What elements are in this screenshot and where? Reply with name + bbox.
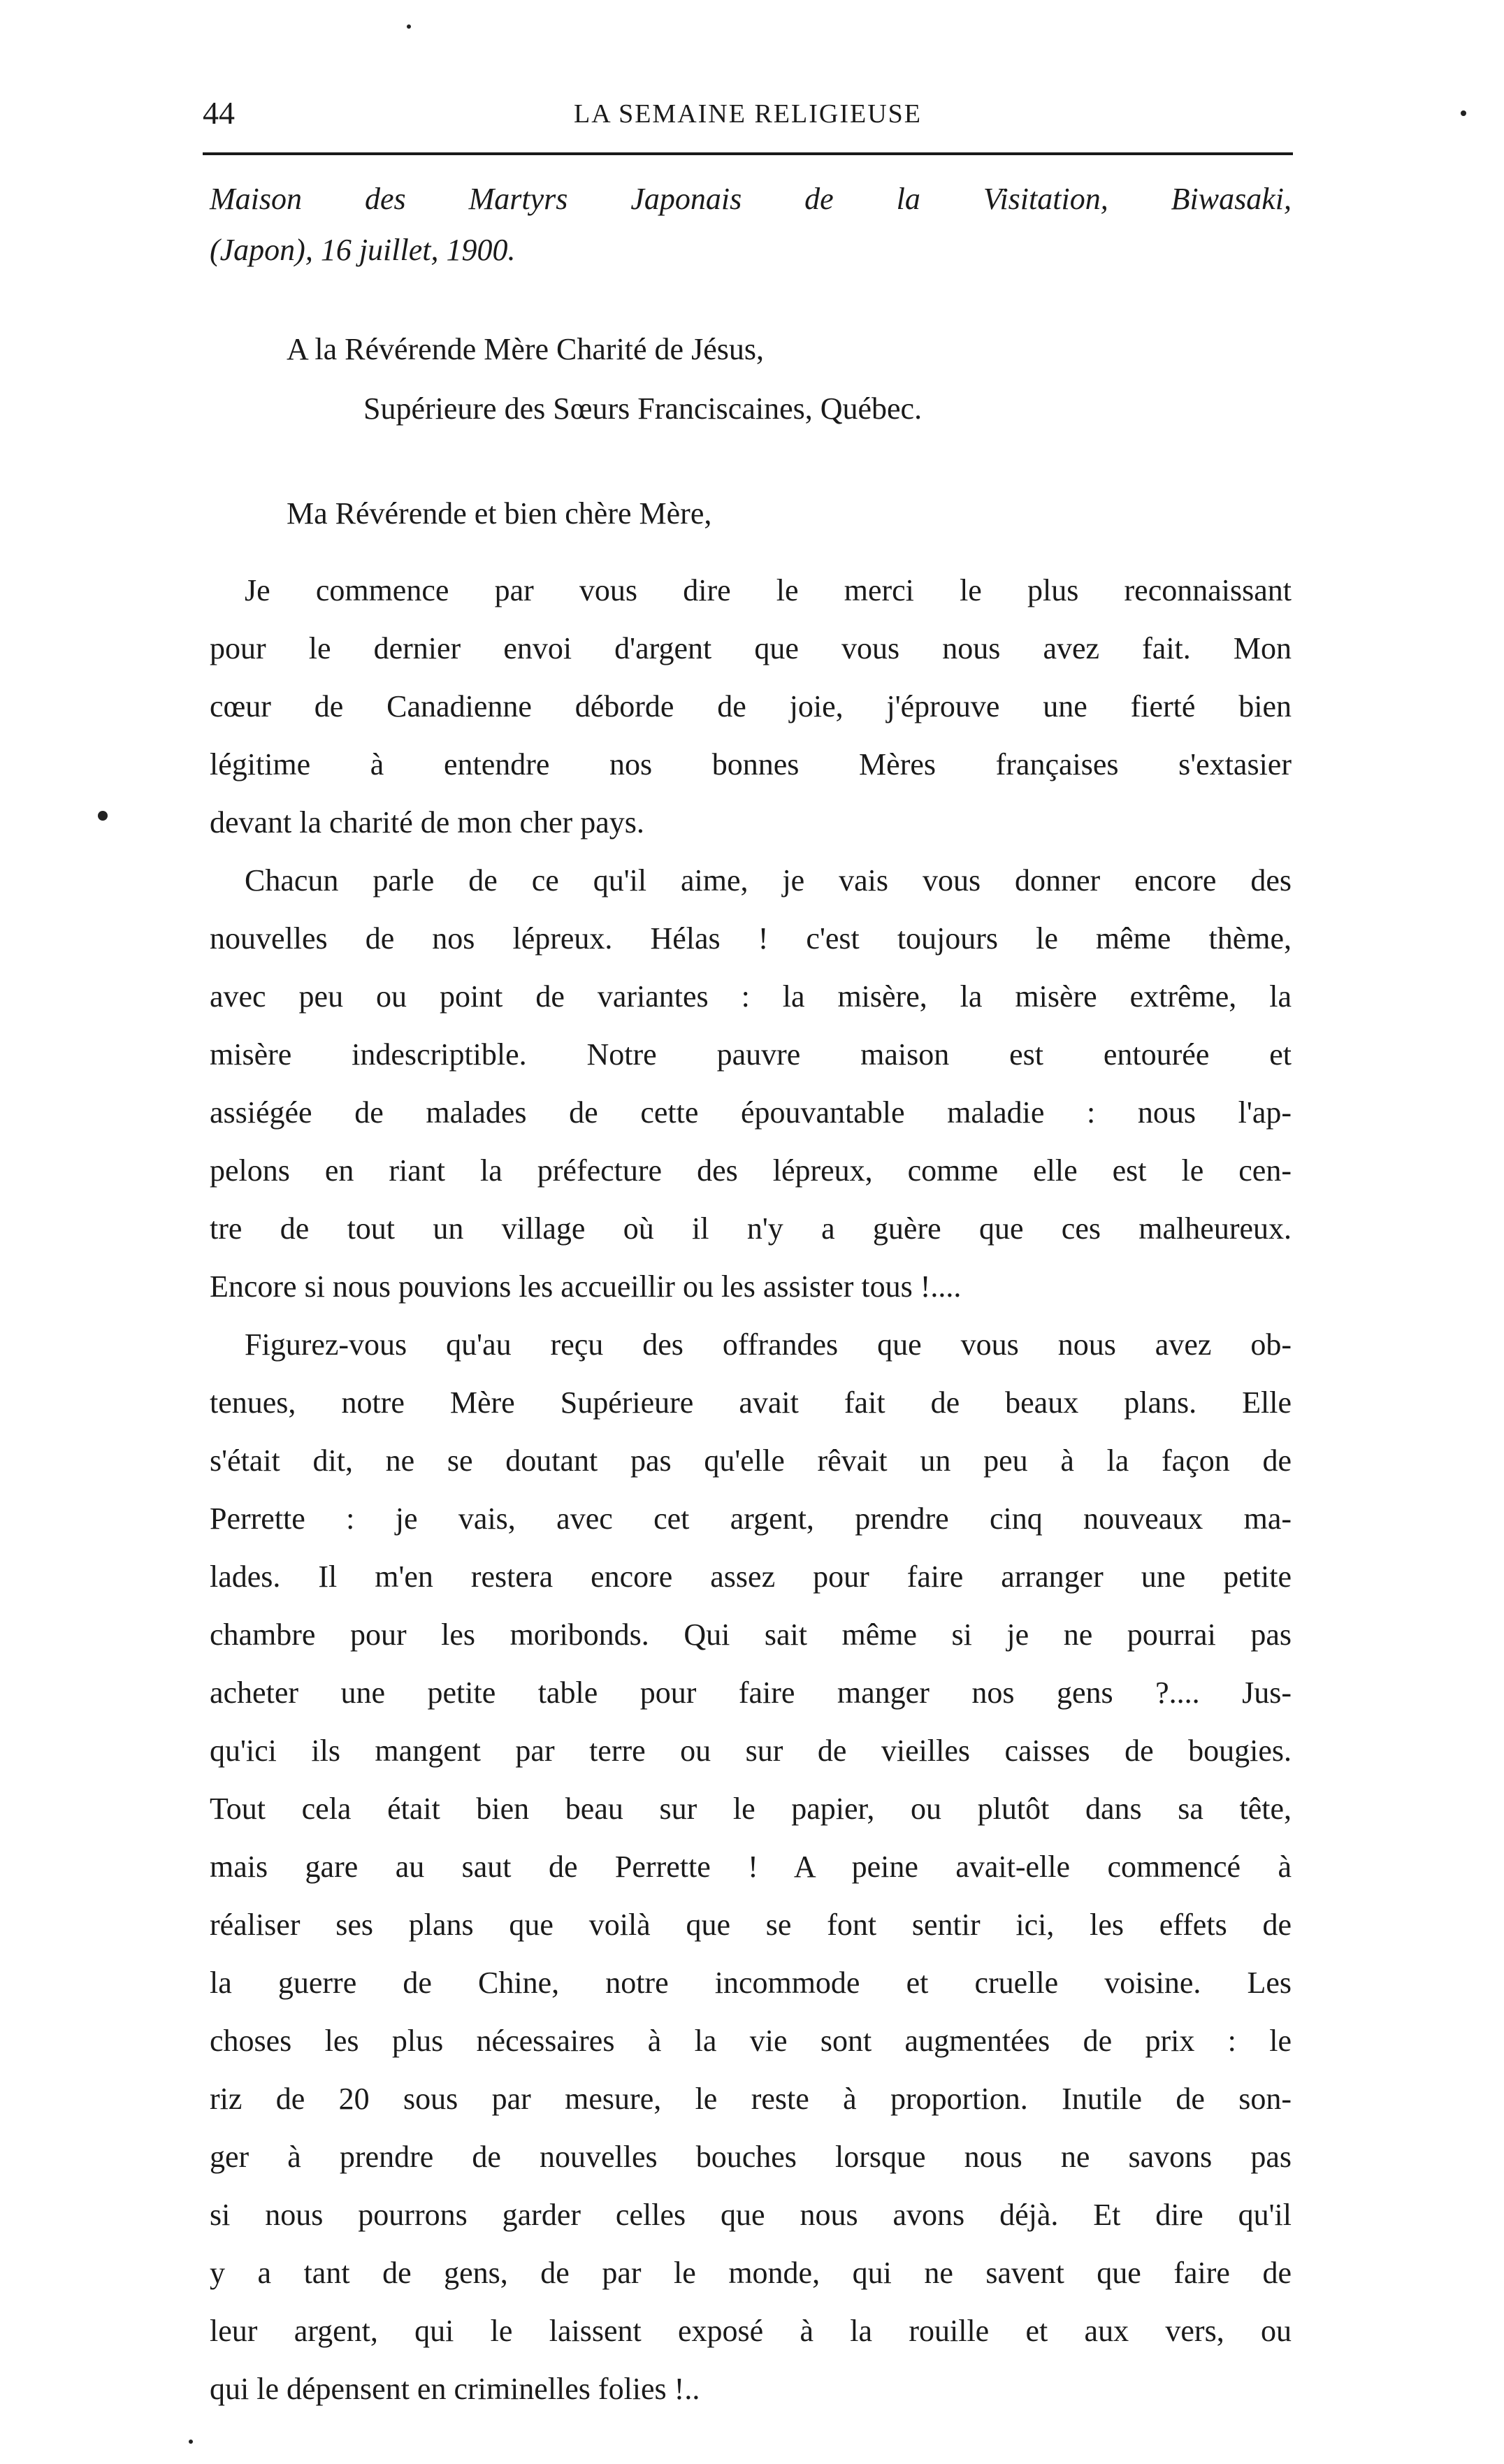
body-line: misère indescriptible. Notre pauvre maison est entourée et bbox=[210, 1037, 1292, 1072]
body-line: leur argent, qui le laissent exposé à la rouille et aux vers, ou bbox=[210, 2314, 1292, 2348]
body-line: lades. Il m'en restera encore assez pour faire arranger une petite bbox=[210, 1559, 1292, 1594]
dateline-line: (Japon), 16 juillet, 1900. bbox=[210, 233, 516, 267]
body-line: Figurez-vous qu'au reçu des offrandes que vous nous avez ob- bbox=[245, 1327, 1292, 1362]
body-line: devant la charité de mon cher pays. bbox=[210, 805, 644, 840]
body-line: Tout cela était bien beau sur le papier, ou plutôt dans sa tête, bbox=[210, 1792, 1292, 1826]
body-line: assiégée de malades de cette épouvantable maladie : nous l'ap- bbox=[210, 1095, 1292, 1130]
body-line: pelons en riant la préfecture des lépreux, comme elle est le cen- bbox=[210, 1153, 1292, 1188]
body-line: avec peu ou point de variantes : la misère, la misère extrême, la bbox=[210, 979, 1292, 1014]
body-line: si nous pourrons garder celles que nous avons déjà. Et dire qu'il bbox=[210, 2198, 1292, 2232]
print-speck bbox=[98, 811, 108, 821]
header-rule bbox=[203, 152, 1293, 155]
print-speck bbox=[189, 2440, 193, 2444]
salutation: Ma Révérende et bien chère Mère, bbox=[287, 496, 712, 531]
body-line: acheter une petite table pour faire manger nos gens ?.... Jus- bbox=[210, 1676, 1292, 1710]
body-line: Perrette : je vais, avec cet argent, prendre cinq nouveaux ma- bbox=[210, 1501, 1292, 1536]
page-number: 44 bbox=[203, 95, 235, 131]
dateline-line: Maison des Martyrs Japonais de la Visitation, Biwasaki, bbox=[210, 182, 1292, 216]
body-line: tre de tout un village où il n'y a guère que ces malheureux. bbox=[210, 1211, 1292, 1246]
body-line: s'était dit, ne se doutant pas qu'elle rêvait un peu à la façon de bbox=[210, 1443, 1292, 1478]
body-line: qui le dépensent en criminelles folies !.. bbox=[210, 2372, 700, 2406]
body-line: choses les plus nécessaires à la vie sont augmentées de prix : le bbox=[210, 2024, 1292, 2058]
body-line: riz de 20 sous par mesure, le reste à proportion. Inutile de son- bbox=[210, 2082, 1292, 2116]
body-line: Chacun parle de ce qu'il aime, je vais vous donner encore des bbox=[245, 863, 1292, 898]
body-line: tenues, notre Mère Supérieure avait fait de beaux plans. Elle bbox=[210, 1385, 1292, 1420]
body-line: qu'ici ils mangent par terre ou sur de vieilles caisses de bougies. bbox=[210, 1734, 1292, 1768]
body-line: cœur de Canadienne déborde de joie, j'éprouve une fierté bien bbox=[210, 689, 1292, 723]
body-line: la guerre de Chine, notre incommode et cruelle voisine. Les bbox=[210, 1966, 1292, 2000]
page-header bbox=[203, 94, 1293, 143]
body-line: légitime à entendre nos bonnes Mères françaises s'extasier bbox=[210, 747, 1292, 781]
body-line: y a tant de gens, de par le monde, qui ne savent que faire de bbox=[210, 2256, 1292, 2290]
print-speck bbox=[1461, 110, 1466, 116]
print-speck bbox=[407, 24, 411, 29]
body-line: pour le dernier envoi d'argent que vous nous avez fait. Mon bbox=[210, 631, 1292, 665]
body-line: ger à prendre de nouvelles bouches lorsque nous ne savons pas bbox=[210, 2140, 1292, 2174]
body-line: mais gare au saut de Perrette ! A peine avait-elle commencé à bbox=[210, 1850, 1292, 1884]
body-line: chambre pour les moribonds. Qui sait même si je ne pourrai pas bbox=[210, 1618, 1292, 1652]
body-line: Encore si nous pouvions les accueillir ou les assister tous !.... bbox=[210, 1269, 962, 1304]
body-line: réaliser ses plans que voilà que se font sentir ici, les effets de bbox=[210, 1908, 1292, 1942]
address-line: Supérieure des Sœurs Franciscaines, Québec. bbox=[363, 391, 923, 426]
address-line: A la Révérende Mère Charité de Jésus, bbox=[287, 332, 764, 366]
body-line: nouvelles de nos lépreux. Hélas ! c'est toujours le même thème, bbox=[210, 921, 1292, 956]
body-line: Je commence par vous dire le merci le plus reconnaissant bbox=[245, 573, 1292, 607]
running-title: LA SEMAINE RELIGIEUSE bbox=[574, 99, 922, 129]
